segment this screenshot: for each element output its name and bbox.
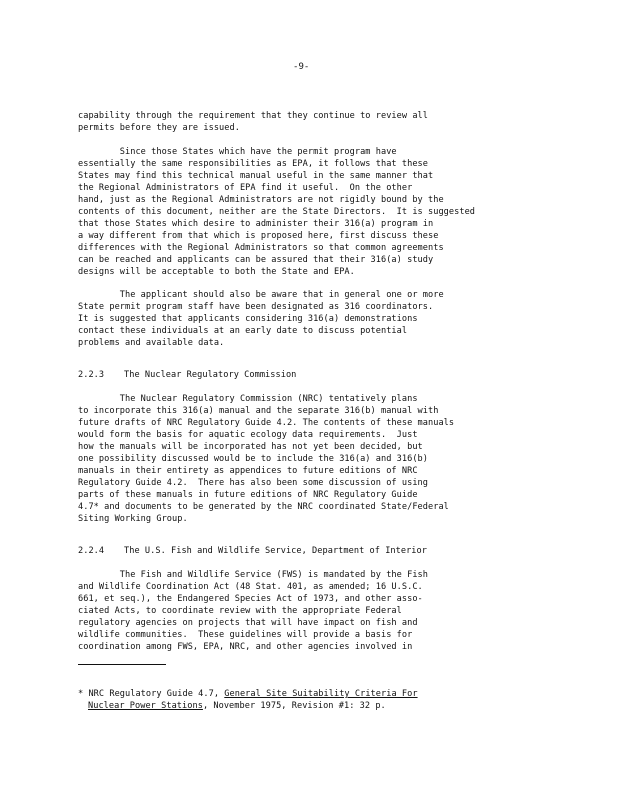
section-number: 2.2.4 [78, 546, 105, 556]
text-line: one possibility discussed would be to include the 316(a) and 316(b) [78, 454, 428, 464]
text-line: Siting Working Group. [78, 514, 188, 524]
text-line: manuals in their entirety as appendices to future editions of NRC [78, 466, 418, 476]
text-line: The Nuclear Regulatory Commission (NRC) tentatively plans [78, 394, 418, 404]
text-line: The applicant should also be aware that in general one or more [78, 290, 444, 300]
text-line: a way different from that which is proposed here, first discuss these [78, 231, 439, 241]
text-line: ciated Acts, to coordinate review with the appropriate Federal [78, 606, 402, 616]
section-title: The Nuclear Regulatory Commission [124, 370, 297, 380]
text-line: problems and available data. [78, 338, 225, 348]
text-line: 4.7* and documents to be generated by the NRC coordinated State/Federal [78, 502, 449, 512]
text-line: that those States which desire to administer their 316(a) program in [78, 219, 434, 229]
text-line: would form the basis for aquatic ecology data requirements. Just [78, 430, 418, 440]
text-line: the Regional Administrators of EPA find it useful. On the other [78, 183, 413, 193]
text-line: State permit program staff have been designated as 316 coordinators. [78, 302, 434, 312]
text-line: and Wildlife Coordination Act (48 Stat. 401, as amended; 16 U.S.C. [78, 582, 423, 592]
text-line: Regulatory Guide 4.2. There has also been some discussion of using [78, 478, 428, 488]
page-number: -9- [293, 62, 310, 72]
footnote-suffix: , November 1975, Revision #1: 32 p. [202, 701, 386, 711]
text-line: contents of this document, neither are the State Directors. It is suggested [78, 207, 476, 217]
footnote-title-cont: Nuclear Power Stations [88, 701, 203, 711]
text-line: hand, just as the Regional Administrators are not rigidly bound by the [78, 195, 444, 205]
footnote-prefix: * NRC Regulatory Guide 4.7, [78, 689, 225, 699]
text-line: coordination among FWS, EPA, NRC, and other agencies involved in [78, 642, 413, 652]
text-line: future drafts of NRC Regulatory Guide 4.2. The contents of these manuals [78, 418, 455, 428]
text-line: 661, et seq.), the Endangered Species Act of 1973, and other asso- [78, 594, 423, 604]
text-line: It is suggested that applicants considering 316(a) demonstrations [78, 314, 418, 324]
text-line: can be reached and applicants can be assured that their 316(a) study [78, 255, 434, 265]
text-line: The Fish and Wildlife Service (FWS) is mandated by the Fish [78, 570, 428, 580]
footnote-line-1 [78, 688, 418, 700]
text-line: contact these individuals at an early date to discuss potential [78, 326, 408, 336]
footnote-rule [78, 664, 166, 665]
text-line: permits before they are issued. [78, 123, 240, 133]
footnote-title: General Site Suitability Criteria For [224, 689, 418, 699]
section-title: The U.S. Fish and Wildlife Service, Department of Interior [124, 546, 427, 556]
text-line: parts of these manuals in future editions of NRC Regulatory Guide [78, 490, 418, 500]
text-line: essentially the same responsibilities as EPA, it follows that these [78, 159, 428, 169]
text-line: regulatory agencies on projects that will have impact on fish and [78, 618, 418, 628]
text-line: to incorporate this 316(a) manual and the separate 316(b) manual with [78, 406, 439, 416]
text-line: differences with the Regional Administrators so that common agreements [78, 243, 444, 253]
text-line: how the manuals will be incorporated has not yet been decided, but [78, 442, 423, 452]
section-number: 2.2.3 [78, 370, 105, 380]
text-line: wildlife communities. These guidelines will provide a basis for [78, 630, 413, 640]
text-line: Since those States which have the permit program have [78, 147, 397, 157]
text-line: designs will be acceptable to both the State and EPA. [78, 267, 355, 277]
footnote-line-2 [88, 700, 386, 712]
text-line: States may find this technical manual useful in the same manner that [78, 171, 434, 181]
text-line: capability through the requirement that they continue to review all [78, 111, 428, 121]
